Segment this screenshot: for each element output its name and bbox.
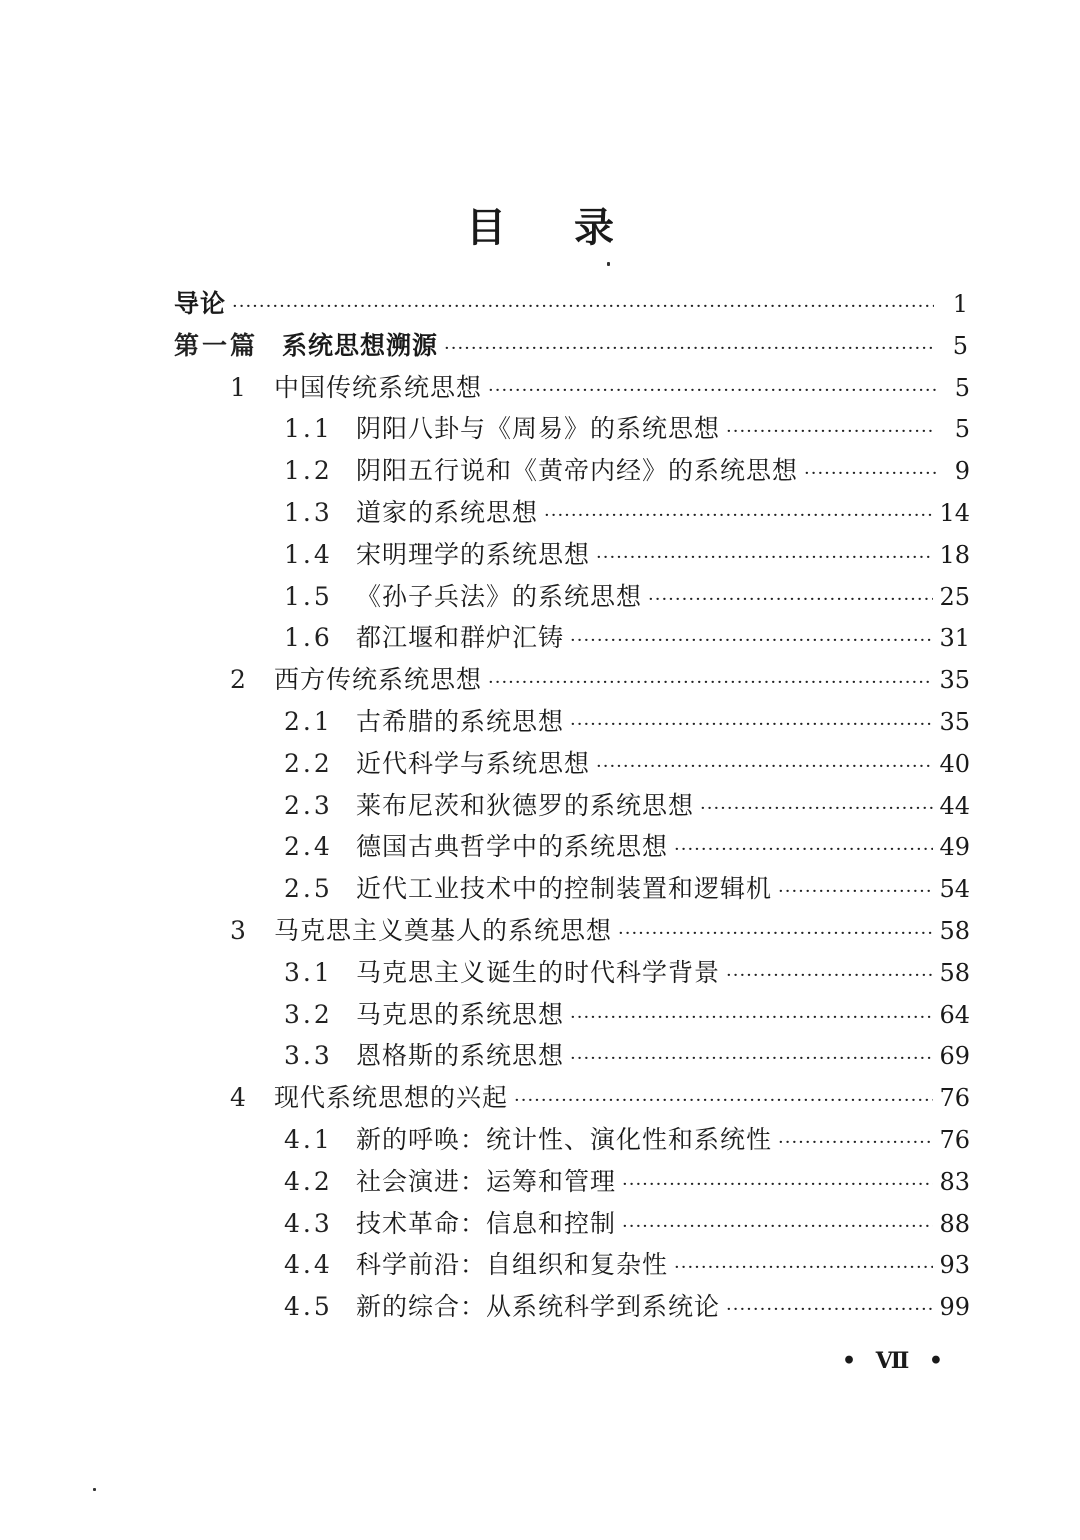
dot-leader: [544, 496, 933, 536]
toc-entry-number: 3.3: [284, 1041, 333, 1071]
toc-entry-number: 1: [230, 372, 249, 402]
toc-page-number: 35: [939, 708, 970, 736]
dot-leader: [726, 1290, 933, 1330]
toc-page-number: 18: [939, 540, 970, 569]
dot-leader: [804, 454, 936, 494]
dot-leader: [596, 538, 933, 578]
toc-section-entry[interactable]: [284, 618, 970, 658]
toc-page-number: 44: [939, 791, 970, 820]
toc-section-entry[interactable]: [284, 702, 970, 742]
toc-entry-title: 宋明理学的系统思想: [356, 539, 591, 569]
toc-entry-number: 4.1: [284, 1125, 333, 1154]
dot-leader: [596, 747, 933, 787]
dot-leader: [488, 371, 936, 411]
toc-entry-number: 4.3: [284, 1208, 333, 1238]
toc-entry-title: 技术革命：信息和控制: [356, 1208, 617, 1238]
toc-entry-title: 社会演进：运筹和管理: [356, 1166, 617, 1196]
toc-entry-number: 4: [230, 1083, 249, 1113]
toc-chapter-entry[interactable]: [230, 1078, 970, 1118]
dot-leader: [514, 1081, 933, 1121]
toc-section-entry[interactable]: [284, 1204, 970, 1244]
toc-chapter-entry[interactable]: [230, 911, 970, 951]
toc-entry-title: 中国传统系统思想: [274, 372, 483, 402]
dot-leader: [570, 1039, 933, 1079]
title-char-2: 录: [574, 205, 614, 251]
dot-leader: [488, 663, 933, 703]
toc-entry-title: 道家的系统思想: [356, 498, 539, 527]
toc-part-entry[interactable]: [174, 284, 968, 324]
toc-entry-number: 3.1: [284, 957, 333, 987]
toc-entry-title: 马克思的系统思想: [356, 999, 565, 1029]
dot-leader: [232, 287, 934, 327]
toc-entry-number: 2: [230, 665, 249, 695]
toc-section-entry[interactable]: [284, 409, 970, 449]
toc-page-number: 40: [939, 749, 970, 778]
toc-entry-title: 马克思主义奠基人的系统思想: [274, 916, 613, 945]
toc-section-entry[interactable]: [284, 577, 970, 617]
toc-entry-title: 系统思想溯源: [282, 330, 439, 360]
toc-page-number: 58: [939, 958, 970, 987]
toc-entry-number: 2.5: [284, 874, 333, 904]
toc-entry-number: 4.4: [284, 1250, 333, 1280]
toc-page-number: 64: [939, 1000, 970, 1029]
toc-chapter-entry[interactable]: [230, 660, 970, 700]
toc-page-number: 88: [939, 1209, 970, 1238]
toc-page-number: 5: [952, 331, 968, 360]
toc-entry-title: 《孙子兵法》的系统思想: [356, 581, 643, 611]
toc-page-number: 58: [939, 917, 970, 945]
toc-entry-number: 第一篇: [174, 330, 259, 360]
toc-entry-number: 2.4: [284, 832, 333, 862]
toc-entry-title: 科学前沿：自组织和复杂性: [356, 1250, 669, 1280]
toc-entry-number: 1.1: [284, 414, 333, 444]
toc-page-number: 35: [939, 666, 970, 695]
toc-entry-title: 近代工业技术中的控制装置和逻辑机: [356, 874, 773, 904]
toc-page-number: 5: [954, 415, 970, 444]
toc-entry-number: 1.2: [284, 456, 333, 486]
toc-chapter-entry[interactable]: [230, 368, 970, 408]
dot-leader: [674, 830, 933, 870]
toc-part-entry[interactable]: [174, 326, 968, 366]
toc-page-number: 93: [939, 1251, 970, 1280]
toc-page-number: 54: [939, 875, 970, 904]
toc-entry-title: 马克思主义诞生的时代科学背景: [356, 957, 721, 987]
toc-section-entry[interactable]: [284, 744, 970, 784]
toc-entry-number: 4.5: [284, 1292, 333, 1322]
toc-entry-number: 1.4: [284, 539, 333, 569]
toc-section-entry[interactable]: [284, 786, 970, 826]
toc-entry-title: 古希腊的系统思想: [356, 707, 565, 736]
print-speck: [93, 1488, 96, 1491]
toc-entry-title: 阴阳八卦与《周易》的系统思想: [356, 414, 721, 444]
toc-section-entry[interactable]: [284, 1162, 970, 1202]
toc-page-number: 49: [939, 833, 970, 862]
dot-leader: [778, 1123, 933, 1163]
toc-entry-title: 现代系统思想的兴起: [274, 1083, 509, 1113]
page-title: [0, 196, 1080, 253]
dot-leader: [726, 956, 933, 996]
dot-leader: [444, 329, 934, 369]
toc-entry-title: 近代科学与系统思想: [356, 748, 591, 778]
toc-page-number: 69: [939, 1042, 970, 1071]
toc-entry-number: 1.5: [284, 581, 333, 611]
toc-entry-title: 德国古典哲学中的系统思想: [356, 832, 669, 862]
toc-section-entry[interactable]: [284, 869, 970, 909]
toc-entry-title: 莱布尼茨和狄德罗的系统思想: [356, 790, 695, 820]
toc-section-entry[interactable]: [284, 1287, 970, 1327]
toc-entry-title: 西方传统系统思想: [274, 665, 483, 695]
dot-leader: [622, 1165, 933, 1205]
toc-page-number: 14: [939, 499, 970, 527]
toc-entry-number: 2.2: [284, 748, 333, 778]
title-char-1: 目: [466, 205, 506, 251]
toc-entry-title: 导论: [174, 289, 227, 318]
toc-entry-title: 恩格斯的系统思想: [356, 1041, 565, 1071]
dot-leader: [570, 621, 933, 661]
toc-section-entry[interactable]: [284, 493, 970, 533]
toc-page-number: 9: [954, 457, 970, 486]
toc-page-number: 1: [952, 290, 968, 318]
dot-leader: [618, 914, 933, 954]
toc-entry-number: 1.3: [284, 498, 333, 527]
toc-section-entry[interactable]: [284, 1036, 970, 1076]
toc-section-entry[interactable]: [284, 1245, 970, 1285]
dot-leader: [700, 789, 933, 829]
toc-page-number: 76: [939, 1084, 970, 1113]
toc-section-entry[interactable]: [284, 451, 970, 491]
toc-entry-number: 1.6: [284, 623, 333, 653]
toc-page-number: 99: [939, 1293, 970, 1322]
toc-section-entry[interactable]: [284, 1120, 970, 1160]
toc-entry-number: 3: [230, 916, 249, 945]
dot-leader: [570, 705, 933, 745]
toc-entry-title: 阴阳五行说和《黄帝内经》的系统思想: [356, 456, 799, 486]
toc-entry-number: 2.1: [284, 707, 333, 736]
toc-entry-title: 新的呼唤：统计性、演化性和系统性: [356, 1125, 773, 1154]
toc-page-number: 76: [939, 1126, 970, 1154]
dot-leader: [648, 580, 933, 620]
toc-section-entry[interactable]: [284, 953, 970, 993]
toc-page-number: 83: [939, 1167, 970, 1196]
toc-section-entry[interactable]: [284, 995, 970, 1035]
toc-page-number: 25: [939, 582, 970, 611]
toc-entry-number: 3.2: [284, 999, 333, 1029]
dot-leader: [726, 412, 936, 452]
toc-entry-title: 都江堰和群炉汇铸: [356, 623, 565, 653]
toc-entry-number: 4.2: [284, 1166, 333, 1196]
page-folio: • Ⅶ •: [842, 1348, 949, 1374]
toc-page-number: 5: [954, 373, 970, 402]
dot-leader: [622, 1207, 933, 1247]
toc-section-entry[interactable]: [284, 827, 970, 867]
dot-leader: [778, 872, 933, 912]
dot-leader: [674, 1248, 933, 1288]
print-speck: [607, 262, 610, 266]
dot-leader: [570, 998, 933, 1038]
toc-entry-number: 2.3: [284, 790, 333, 820]
toc-entry-title: 新的综合：从系统科学到系统论: [356, 1292, 721, 1322]
toc-page-number: 31: [939, 624, 970, 653]
toc-section-entry[interactable]: [284, 535, 970, 575]
